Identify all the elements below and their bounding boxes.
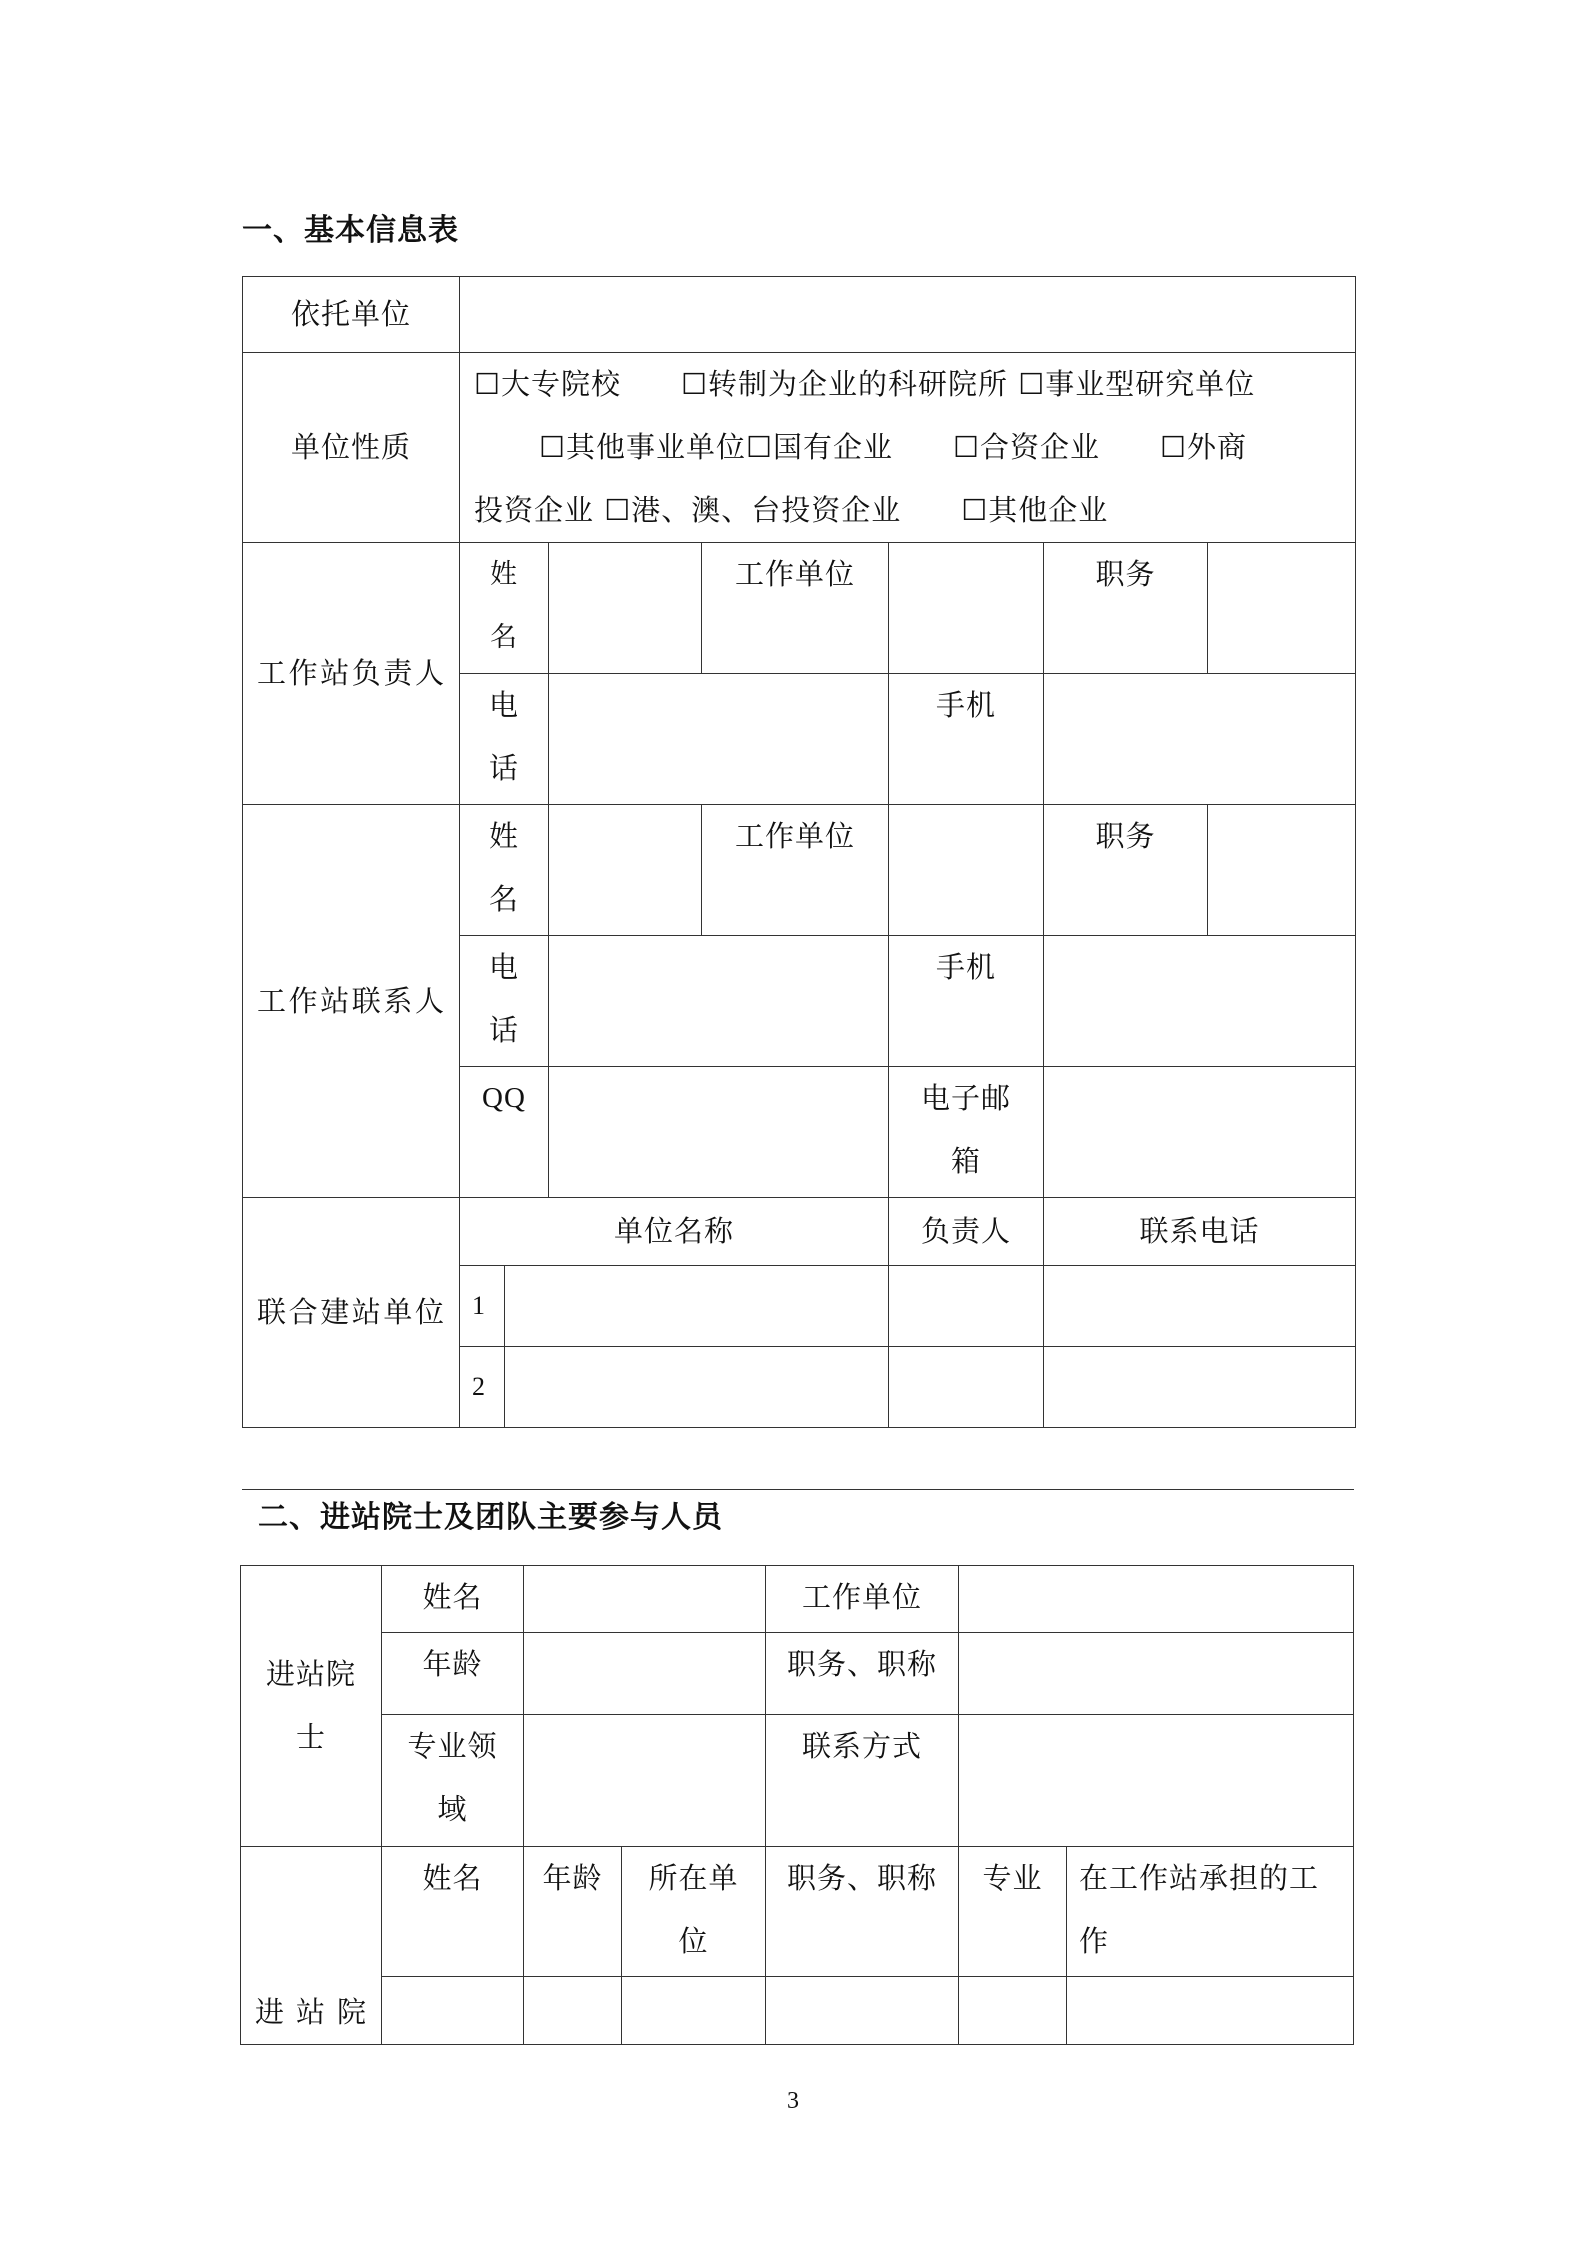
nature-line-2: ☐其他事业单位☐国有企业 ☐合资企业 ☐外商 bbox=[539, 430, 1247, 464]
head-mobile-label: 手机 bbox=[889, 674, 1044, 805]
contact-name-value[interactable] bbox=[549, 805, 702, 936]
nature-options[interactable] bbox=[460, 353, 1356, 543]
contact-qq-label: QQ bbox=[460, 1067, 549, 1198]
team-header-name: 姓名 bbox=[382, 1847, 524, 1977]
contact-qq-value[interactable] bbox=[549, 1067, 889, 1198]
contact-mobile-value[interactable] bbox=[1044, 936, 1356, 1067]
joint-header-name: 单位名称 bbox=[460, 1198, 889, 1266]
team-header-duty: 在工作站承担的工作 bbox=[1067, 1847, 1354, 1977]
section1-title: 一、基本信息表 bbox=[242, 213, 459, 248]
acad-name-value[interactable] bbox=[524, 1566, 766, 1633]
joint-header-person: 负责人 bbox=[889, 1198, 1044, 1266]
joint-row-number: 2 bbox=[460, 1347, 505, 1428]
head-name-label: 姓名 bbox=[460, 543, 549, 674]
acad-work-unit-label: 工作单位 bbox=[766, 1566, 959, 1633]
station-contact-label: 工作站联系人 bbox=[243, 805, 460, 1198]
station-head-label: 工作站负责人 bbox=[243, 543, 460, 805]
contact-work-unit-value[interactable] bbox=[889, 805, 1044, 936]
joint-row-2-phone[interactable] bbox=[1044, 1347, 1356, 1428]
acad-title-label: 职务、职称 bbox=[766, 1633, 959, 1715]
acad-name-label: 姓名 bbox=[382, 1566, 524, 1633]
team-row-age[interactable] bbox=[524, 1977, 622, 2045]
joint-row-2-person[interactable] bbox=[889, 1347, 1044, 1428]
academician-table bbox=[240, 1565, 1354, 2045]
contact-position-label: 职务 bbox=[1044, 805, 1208, 936]
head-work-unit-value[interactable] bbox=[889, 543, 1044, 674]
head-phone-value[interactable] bbox=[549, 674, 889, 805]
head-phone-label: 电话 bbox=[460, 674, 549, 805]
acad-age-value[interactable] bbox=[524, 1633, 766, 1715]
nature-line-3: 投资企业 ☐港、澳、台投资企业 ☐其他企业 bbox=[474, 493, 1109, 527]
contact-mobile-label: 手机 bbox=[889, 936, 1044, 1067]
head-name-value[interactable] bbox=[549, 543, 702, 674]
team-header-major: 专业 bbox=[959, 1847, 1067, 1977]
host-unit-value[interactable] bbox=[460, 277, 1356, 353]
team-header-age: 年龄 bbox=[524, 1847, 622, 1977]
joint-row-1-person[interactable] bbox=[889, 1266, 1044, 1347]
head-position-value[interactable] bbox=[1208, 543, 1356, 674]
acad-field-value[interactable] bbox=[524, 1715, 766, 1847]
nature-line-1: ☐大专院校 ☐转制为企业的科研院所 ☐事业型研究单位 bbox=[474, 367, 1256, 401]
joint-unit-label: 联合建站单位 bbox=[243, 1198, 460, 1428]
section-divider bbox=[242, 1489, 1354, 1490]
joint-row-1-name[interactable] bbox=[505, 1266, 889, 1347]
joint-row-2-name[interactable] bbox=[505, 1347, 889, 1428]
nature-label: 单位性质 bbox=[243, 353, 460, 543]
team-header-title: 职务、职称 bbox=[766, 1847, 959, 1977]
contact-email-label: 电子邮箱 bbox=[889, 1067, 1044, 1198]
acad-contact-value[interactable] bbox=[959, 1715, 1354, 1847]
team-row-duty[interactable] bbox=[1067, 1977, 1354, 2045]
team-row-title[interactable] bbox=[766, 1977, 959, 2045]
section2-title: 二、进站院士及团队主要参与人员 bbox=[258, 1500, 723, 1535]
academician-label: 进站院士 bbox=[241, 1566, 382, 1847]
contact-work-unit-label: 工作单位 bbox=[702, 805, 889, 936]
contact-email-value[interactable] bbox=[1044, 1067, 1356, 1198]
acad-field-label: 专业领域 bbox=[382, 1715, 524, 1847]
joint-header-phone: 联系电话 bbox=[1044, 1198, 1356, 1266]
acad-title-value[interactable] bbox=[959, 1633, 1354, 1715]
page-number: 3 bbox=[787, 2088, 799, 2114]
joint-row-number: 1 bbox=[460, 1266, 505, 1347]
joint-row-1-phone[interactable] bbox=[1044, 1266, 1356, 1347]
head-position-label: 职务 bbox=[1044, 543, 1208, 674]
team-header-unit: 所在单位 bbox=[622, 1847, 766, 1977]
team-row-major[interactable] bbox=[959, 1977, 1067, 2045]
head-work-unit-label: 工作单位 bbox=[702, 543, 889, 674]
team-row-unit[interactable] bbox=[622, 1977, 766, 2045]
acad-age-label: 年龄 bbox=[382, 1633, 524, 1715]
basic-info-table bbox=[242, 276, 1356, 1428]
team-row-name[interactable] bbox=[382, 1977, 524, 2045]
team-label: 进站院 bbox=[241, 1847, 382, 2045]
contact-phone-label: 电话 bbox=[460, 936, 549, 1067]
contact-name-label: 姓名 bbox=[460, 805, 549, 936]
acad-contact-label: 联系方式 bbox=[766, 1715, 959, 1847]
head-mobile-value[interactable] bbox=[1044, 674, 1356, 805]
contact-phone-value[interactable] bbox=[549, 936, 889, 1067]
host-unit-label: 依托单位 bbox=[243, 277, 460, 353]
acad-work-unit-value[interactable] bbox=[959, 1566, 1354, 1633]
contact-position-value[interactable] bbox=[1208, 805, 1356, 936]
